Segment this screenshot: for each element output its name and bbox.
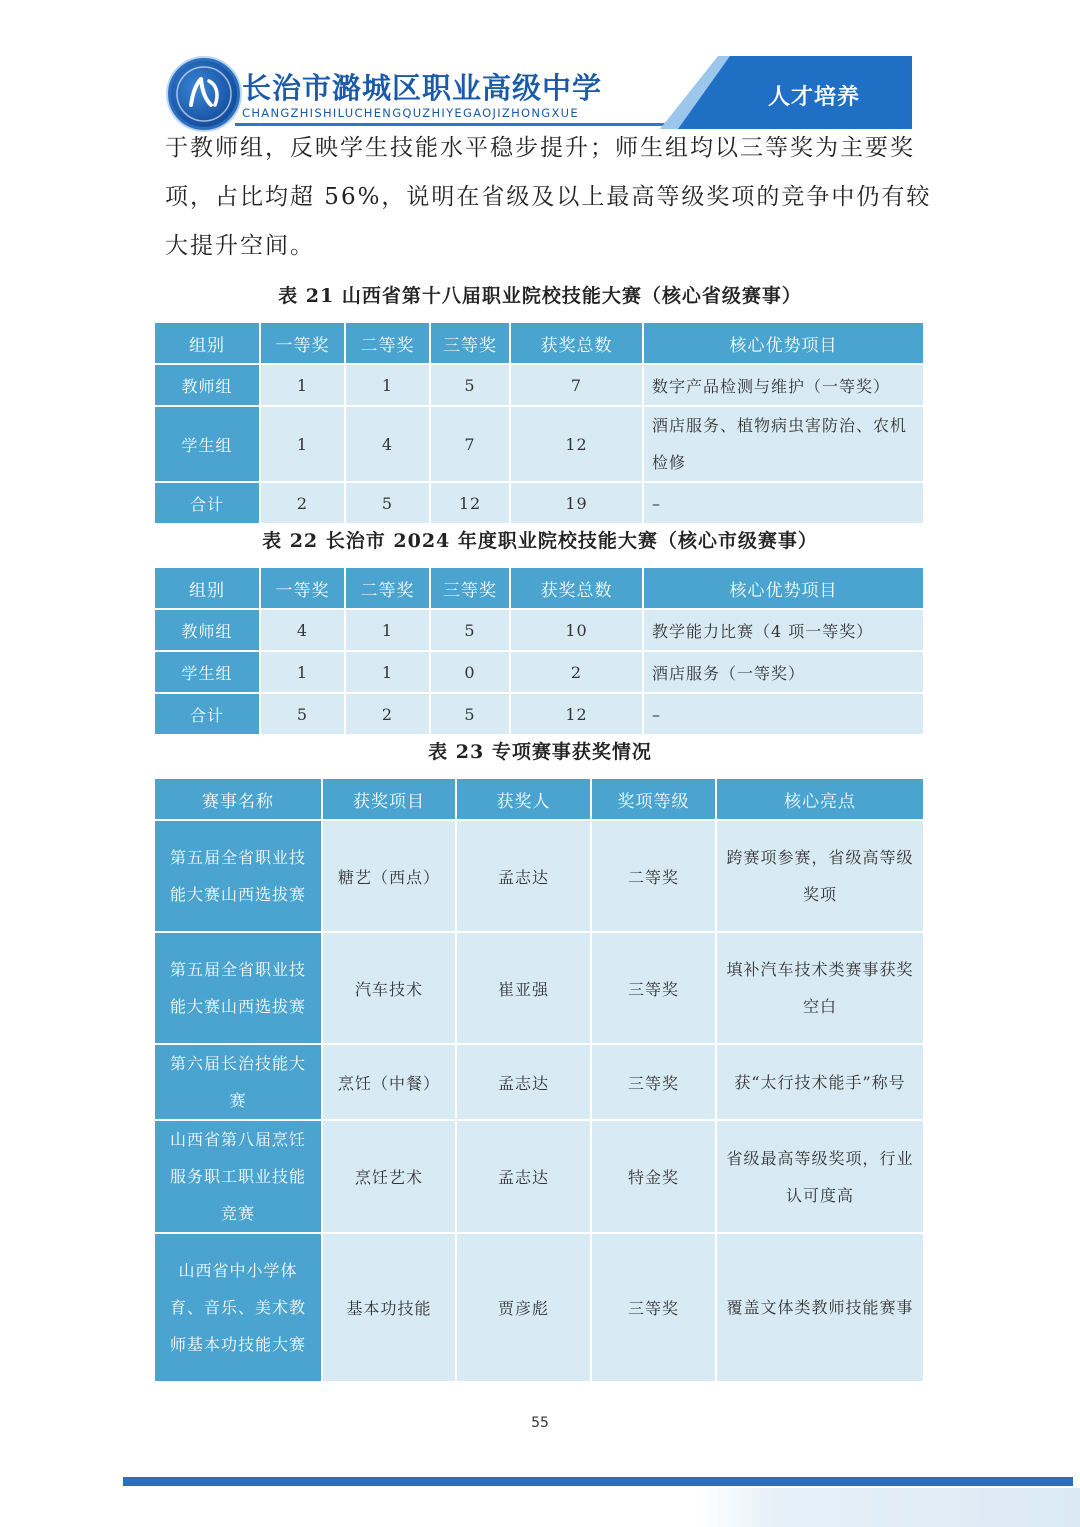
- table-row: [154, 820, 924, 932]
- section-title: 人才培养: [768, 85, 861, 110]
- table-cell: 特金奖: [591, 1120, 716, 1233]
- col-header: 一等奖: [260, 567, 345, 609]
- table-cell: 4: [345, 406, 430, 482]
- event-name-cell: 山西省中小学体育、音乐、美术教师基本功技能大赛: [154, 1233, 322, 1382]
- table-cell: 2: [260, 482, 345, 524]
- table-cell: 糖艺（西点）: [322, 820, 456, 932]
- table-cell: 填补汽车技术类赛事获奖空白: [716, 932, 924, 1044]
- table-cell: 10: [510, 609, 643, 651]
- col-header: 三等奖: [430, 322, 510, 364]
- col-header: 获奖人: [456, 778, 591, 820]
- table-row: [154, 693, 924, 735]
- table-21: [153, 321, 925, 525]
- event-name-cell: 山西省第八届烹饪服务职工职业技能竞赛: [154, 1120, 322, 1233]
- table-21-caption: 表 21 山西省第十八届职业院校技能大赛（核心省级赛事）: [278, 285, 802, 307]
- group-cell: 教师组: [154, 364, 260, 406]
- table-cell: 教学能力比赛（4 项一等奖）: [643, 609, 924, 651]
- col-header: 核心优势项目: [643, 567, 924, 609]
- table-cell: 5: [430, 609, 510, 651]
- event-name-cell: 第五届全省职业技能大赛山西选拔赛: [154, 932, 322, 1044]
- table-cell: 覆盖文体类教师技能赛事: [716, 1233, 924, 1382]
- table-row: [154, 364, 924, 406]
- table-cell: 5: [345, 482, 430, 524]
- table-cell: 5: [430, 693, 510, 735]
- group-cell: 合计: [154, 693, 260, 735]
- col-header: 三等奖: [430, 567, 510, 609]
- intro-line: 项，占比均超 56%，说明在省级及以上最高等级奖项的竞争中仍有较: [165, 184, 932, 210]
- table-cell: 三等奖: [591, 932, 716, 1044]
- table-cell: 7: [510, 364, 643, 406]
- table-cell: –: [643, 482, 924, 524]
- table-cell: 贾彦彪: [456, 1233, 591, 1382]
- table-row: [154, 651, 924, 693]
- col-header: 获奖总数: [510, 322, 643, 364]
- table-cell: 0: [430, 651, 510, 693]
- footer-bar: [123, 1477, 1073, 1486]
- school-pinyin: CHANGZHISHILUCHENGQUZHIYEGAOJIZHONGXUE: [242, 106, 579, 120]
- table-header-row: [154, 567, 924, 609]
- col-header: 二等奖: [345, 322, 430, 364]
- table-cell: 1: [345, 651, 430, 693]
- table-cell: 崔亚强: [456, 932, 591, 1044]
- table-cell: 12: [510, 693, 643, 735]
- group-cell: 学生组: [154, 406, 260, 482]
- page-number: 55: [531, 1415, 549, 1431]
- col-header: 二等奖: [345, 567, 430, 609]
- group-cell: 教师组: [154, 609, 260, 651]
- table-cell: 跨赛项参赛，省级高等级奖项: [716, 820, 924, 932]
- event-name-cell: 第六届长治技能大赛: [154, 1044, 322, 1120]
- table-cell: 汽车技术: [322, 932, 456, 1044]
- table-row: [154, 1044, 924, 1120]
- table-cell: 孟志达: [456, 820, 591, 932]
- table-cell: 孟志达: [456, 1120, 591, 1233]
- table-cell: 12: [430, 482, 510, 524]
- table-cell: 三等奖: [591, 1233, 716, 1382]
- table-cell: 烹饪艺术: [322, 1120, 456, 1233]
- table-cell: 1: [260, 406, 345, 482]
- intro-line: 于教师组，反映学生技能水平稳步提升；师生组均以三等奖为主要奖: [165, 135, 915, 161]
- intro-paragraph: [165, 124, 932, 271]
- table-row: [154, 609, 924, 651]
- col-header: 组别: [154, 567, 260, 609]
- table-cell: 5: [260, 693, 345, 735]
- table-cell: 1: [260, 651, 345, 693]
- table-23: [153, 777, 925, 1383]
- table-cell: 烹饪（中餐）: [322, 1044, 456, 1120]
- school-logo-icon: [168, 58, 240, 130]
- table-cell: 7: [430, 406, 510, 482]
- table-cell: 1: [260, 364, 345, 406]
- table-cell: 19: [510, 482, 643, 524]
- table-cell: 二等奖: [591, 820, 716, 932]
- table-row: [154, 1233, 924, 1382]
- table-cell: 数字产品检测与维护（一等奖）: [643, 364, 924, 406]
- table-cell: 省级最高等级奖项，行业认可度高: [716, 1120, 924, 1233]
- table-row: [154, 406, 924, 482]
- group-cell: 合计: [154, 482, 260, 524]
- table-cell: 基本功技能: [322, 1233, 456, 1382]
- table-row: [154, 1120, 924, 1233]
- table-row: [154, 932, 924, 1044]
- col-header: 核心优势项目: [643, 322, 924, 364]
- col-header: 组别: [154, 322, 260, 364]
- table-23-caption: 表 23 专项赛事获奖情况: [428, 741, 652, 763]
- table-cell: 4: [260, 609, 345, 651]
- col-header: 核心亮点: [716, 778, 924, 820]
- school-name: 长治市潞城区职业高级中学: [242, 71, 603, 105]
- footer-decoration: [700, 1488, 1080, 1527]
- col-header: 获奖项目: [322, 778, 456, 820]
- table-cell: 孟志达: [456, 1044, 591, 1120]
- table-cell: 获“太行技术能手”称号: [716, 1044, 924, 1120]
- table-cell: 三等奖: [591, 1044, 716, 1120]
- table-cell: 5: [430, 364, 510, 406]
- table-cell: 1: [345, 364, 430, 406]
- table-row: [154, 482, 924, 524]
- table-cell: 12: [510, 406, 643, 482]
- col-header: 一等奖: [260, 322, 345, 364]
- group-cell: 学生组: [154, 651, 260, 693]
- table-cell: 酒店服务（一等奖）: [643, 651, 924, 693]
- col-header: 赛事名称: [154, 778, 322, 820]
- col-header: 获奖总数: [510, 567, 643, 609]
- event-name-cell: 第五届全省职业技能大赛山西选拔赛: [154, 820, 322, 932]
- table-header-row: [154, 778, 924, 820]
- page-header: [0, 0, 1080, 135]
- table-cell: 1: [345, 609, 430, 651]
- table-header-row: [154, 322, 924, 364]
- table-22: [153, 566, 925, 736]
- table-cell: –: [643, 693, 924, 735]
- table-cell: 2: [345, 693, 430, 735]
- table-22-caption: 表 22 长治市 2024 年度职业院校技能大赛（核心市级赛事）: [262, 530, 818, 552]
- intro-line: 大提升空间。: [165, 233, 315, 259]
- col-header: 奖项等级: [591, 778, 716, 820]
- table-cell: 酒店服务、植物病虫害防治、农机检修: [643, 406, 924, 482]
- table-cell: 2: [510, 651, 643, 693]
